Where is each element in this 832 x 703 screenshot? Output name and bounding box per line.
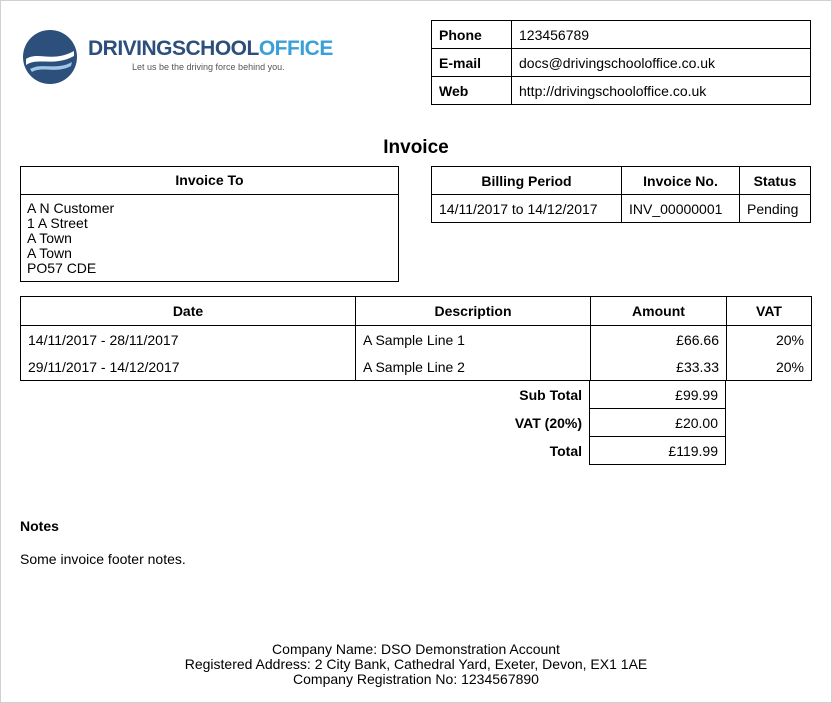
contact-row	[432, 21, 811, 49]
invoice-to-box	[20, 166, 399, 282]
status-header: Status	[740, 167, 811, 195]
notes-body: Some invoice footer notes.	[20, 551, 186, 567]
logo-word-part1: DRIVINGSCHOOL	[88, 37, 259, 60]
line-description: A Sample Line 2	[356, 353, 591, 381]
page-title: Invoice	[383, 137, 449, 158]
address-line: A N Customer	[27, 200, 115, 216]
line-date: 29/11/2017 - 14/12/2017	[21, 353, 356, 381]
spacer	[726, 381, 813, 409]
billing-header-row	[432, 167, 811, 195]
total-label: Total	[549, 442, 582, 459]
line-description: A Sample Line 1	[356, 326, 591, 354]
footer-line: Company Name: DSO Demonstration Account	[272, 641, 560, 657]
totals-row	[20, 437, 812, 465]
billing-row	[432, 195, 811, 223]
notes-heading: Notes	[20, 518, 59, 534]
contact-value[interactable]: http://drivingschooloffice.co.uk	[512, 77, 811, 105]
date-header: Date	[21, 297, 356, 326]
totals-table	[20, 380, 812, 465]
vat-value: £20.00	[590, 409, 726, 437]
invoice-to-heading: Invoice To	[21, 167, 398, 195]
spacer	[726, 409, 813, 437]
line-date: 14/11/2017 - 28/11/2017	[21, 326, 356, 354]
contact-row	[432, 49, 811, 77]
road-swoosh-icon	[22, 29, 78, 85]
footer-line: Registered Address: 2 City Bank, Cathedral Yard, Exeter, Devon, EX1 1AE	[184, 656, 648, 672]
vat-label: VAT (20%)	[514, 414, 582, 431]
invoice-to-address	[21, 195, 398, 276]
total-value: £119.99	[590, 437, 726, 465]
footer-line: Company Registration No: 1234567890	[293, 671, 539, 687]
address-line: A Town	[27, 230, 72, 246]
subtotal-value: £99.99	[590, 381, 726, 409]
contact-value[interactable]: docs@drivingschooloffice.co.uk	[512, 49, 811, 77]
totals-row	[20, 409, 812, 437]
logo-tagline: Let us be the driving force behind you.	[132, 62, 285, 72]
contact-label: E-mail	[432, 49, 512, 77]
address-line: A Town	[27, 245, 72, 261]
line-vat: 20%	[727, 353, 812, 381]
amount-header: Amount	[591, 297, 727, 326]
billing-table	[431, 166, 811, 223]
totals-row	[20, 381, 812, 409]
line-amount: £66.66	[591, 326, 727, 354]
address-line: 1 A Street	[27, 215, 88, 231]
vat-header: VAT	[727, 297, 812, 326]
line-amount: £33.33	[591, 353, 727, 381]
status-value: Pending	[740, 195, 811, 223]
billing-period-value: 14/11/2017 to 14/12/2017	[432, 195, 622, 223]
invoice-lines-table	[20, 296, 812, 381]
line-vat: 20%	[727, 326, 812, 354]
contact-value: 123456789	[512, 21, 811, 49]
contact-label: Phone	[432, 21, 512, 49]
logo-word-part2: OFFICE	[258, 37, 333, 60]
description-header: Description	[356, 297, 591, 326]
contact-label: Web	[432, 77, 512, 105]
table-row	[21, 326, 812, 354]
subtotal-label: Sub Total	[519, 386, 582, 403]
table-row	[21, 353, 812, 381]
invoice-number-header: Invoice No.	[622, 167, 740, 195]
billing-period-header: Billing Period	[432, 167, 622, 195]
company-logo	[22, 29, 333, 87]
invoice-number-value: INV_00000001	[622, 195, 740, 223]
lines-header-row	[21, 297, 812, 326]
contact-row	[432, 77, 811, 105]
logo-wordmark	[88, 37, 333, 61]
spacer	[726, 437, 813, 465]
contact-table	[431, 20, 811, 105]
company-footer	[0, 642, 832, 687]
address-line: PO57 CDE	[27, 260, 97, 276]
